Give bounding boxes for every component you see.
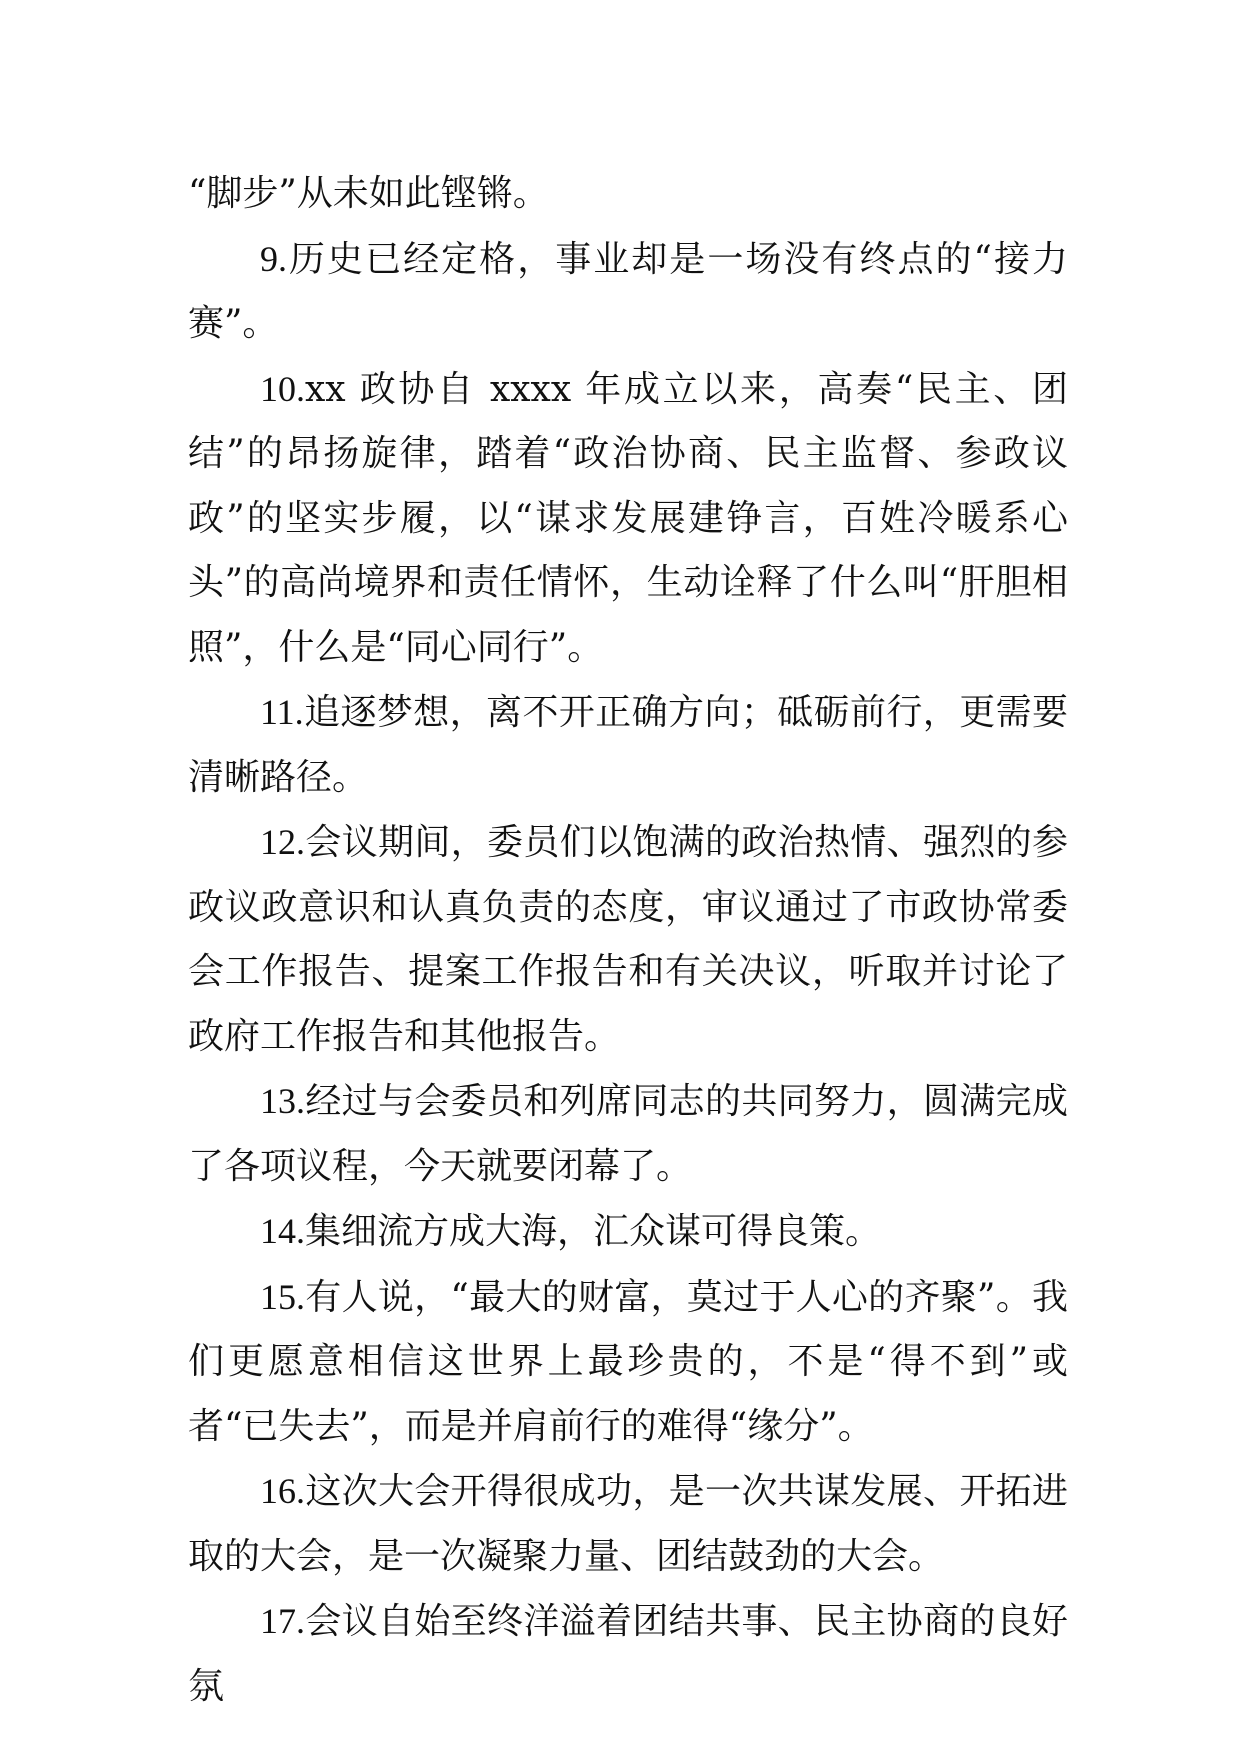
document-body: [188, 162, 1068, 1719]
paragraph-15: [188, 1265, 1068, 1460]
paragraph-text: 有人说，“最大的财富，莫过于人心的齐聚”。我们更愿意相信这世界上最珍贵的，不是“得不到”或者“已失去”，而是并肩前行的难得“缘分”。: [188, 1276, 1068, 1447]
paragraph-text: 追逐梦想，离不开正确方向；砥砺前行，更需要清晰路径。: [188, 692, 1068, 798]
paragraph-text: 这次大会开得很成功，是一次共谋发展、开拓进取的大会，是一次凝聚力量、团结鼓劲的大会。: [188, 1471, 1068, 1577]
paragraph-9: [188, 227, 1068, 357]
paragraph-text: 集细流方成大海，汇众谋可得良策。: [305, 1211, 882, 1252]
paragraph-16: [188, 1459, 1068, 1589]
paragraph-text: 会议自始至终洋溢着团结共事、民主协商的良好氛: [188, 1601, 1068, 1707]
paragraph-number: 16.: [260, 1471, 305, 1511]
paragraph-12: [188, 810, 1068, 1069]
paragraph-10: [188, 357, 1068, 681]
paragraph-number: 9.: [260, 238, 287, 279]
paragraph-number: 15.: [260, 1276, 305, 1317]
paragraph-text: 经过与会委员和列席同志的共同努力，圆满完成了各项议程，今天就要闭幕了。: [188, 1081, 1068, 1187]
paragraph-number: 14.: [260, 1211, 305, 1251]
paragraph-text: 历史已经定格，事业却是一场没有终点的“接力赛”。: [188, 238, 1068, 344]
paragraph-11: [188, 680, 1068, 810]
paragraph-17: [188, 1589, 1068, 1719]
paragraph-continuation: [188, 162, 1068, 227]
paragraph-number: 10.: [260, 368, 305, 409]
paragraph-13: [188, 1069, 1068, 1199]
paragraph-text: 会议期间，委员们以饱满的政治热情、强烈的参政议政意识和认真负责的态度，审议通过了市政协常委会工作报告、提案工作报告和有关决议，听取并讨论了政府工作报告和其他报告。: [188, 822, 1068, 1057]
paragraph-number: 12.: [260, 822, 305, 862]
paragraph-number: 17.: [260, 1601, 305, 1641]
paragraph-number: 11.: [260, 692, 304, 732]
paragraph-14: [188, 1199, 1068, 1265]
paragraph-number: 13.: [260, 1081, 305, 1121]
paragraph-text: xx 政协自 xxxx 年成立以来，高奏“民主、团结”的昂扬旋律，踏着“政治协商、民主监督、参政议政”的坚实步履，以“谋求发展建铮言，百姓冷暖系心头”的高尚境界和责任情怀，生动诠释了什么叫“肝胆相照”，什么是“同心同行”。: [188, 368, 1068, 668]
paragraph-text: “脚步”从未如此铿锵。: [188, 173, 549, 214]
